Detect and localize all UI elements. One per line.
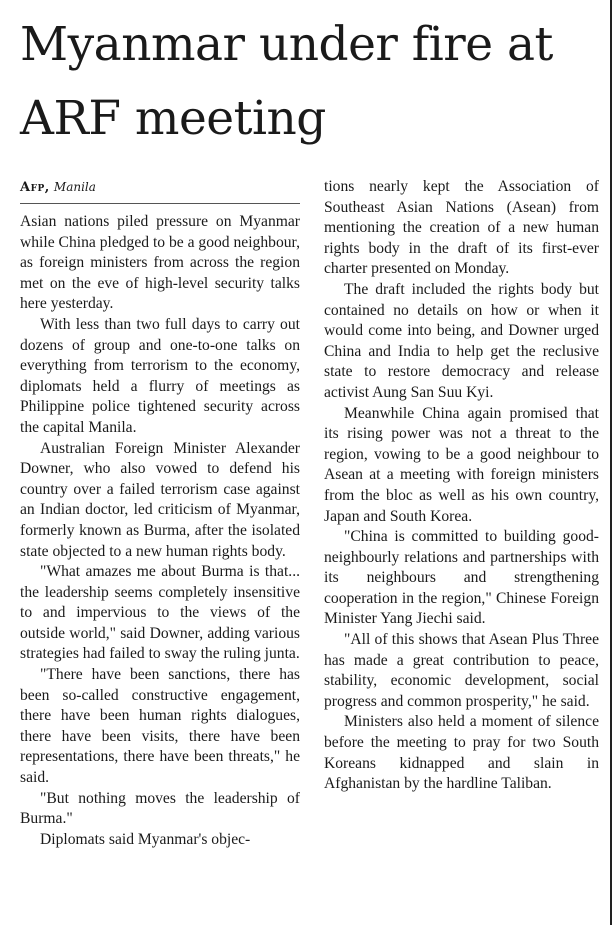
article-column-right (324, 177, 599, 795)
paragraph: "What amazes me about Burma is that... the leadership seems completely insensitive to and impervious to the views of the outside world," said Downer, adding various strategies had failed to sway the ruling junta. (20, 563, 300, 663)
paragraph: "All of this shows that Asean Plus Three has made a great contribution to peace, stability, economic development, social progress and common prosperity," he said. (324, 631, 599, 710)
paragraph: "There have been sanctions, there has been so-called constructive engagement, there have been human rights dialogues, there have been visits, there have been representations, there have been threats," he said. (20, 666, 300, 787)
paragraph: "But nothing moves the leadership of Burma." (20, 789, 300, 828)
headline: Myanmar under fire at ARF meeting (20, 17, 553, 146)
paragraph: Meanwhile China again promised that its rising power was not a threat to the region, vowing to be a good neighbour to Asean at a meeting with foreign ministers from the bloc as well as his own country, Japan and South Korea. (324, 404, 599, 525)
byline (20, 178, 300, 197)
byline-dateline: Manila (53, 180, 96, 194)
column-border (610, 0, 612, 925)
byline-divider (20, 203, 300, 204)
paragraph: Diplomats said Myanmar's objec- (40, 830, 251, 848)
paragraph: Ministers also held a moment of silence before the meeting to pray for two South Koreans kidnapped and slain in Afghanistan by the hardline Taliban. (324, 713, 599, 793)
paragraph: The draft included the rights body but contained no details on how or when it would come into being, and Downer urged China and India to help get the reclusive state to restore democracy and release activist Aung San Suu Kyi. (324, 280, 599, 401)
byline-agency: Afp, (20, 180, 50, 195)
paragraph: Australian Foreign Minister Alexander Downer, who also vowed to defend his country over a failed terrorism case against an Indian doctor, led criticism of Myanmar, formerly known as Burma, after the isolated state objected to a new human rights body. (20, 439, 300, 560)
paragraph: With less than two full days to carry out dozens of group and one-to-one talks on everything from terrorism to the economy, diplomats held a flurry of meetings as Philippine police tightened security across the capital Manila. (20, 315, 300, 436)
paragraph: "China is committed to building good-neighbourly relations and partnerships with its neighbours and strengthening cooperation in the region," Chinese Foreign Minister Yang Jiechi said. (324, 528, 599, 628)
paragraph: tions nearly kept the Association of Southeast Asian Nations (Asean) from mentioning the creation of a new human rights body in the draft of its first-ever charter presented on Monday. (324, 178, 599, 278)
article-column-left (20, 212, 300, 850)
paragraph: Asian nations piled pressure on Myanmar while China pledged to be a good neighbour, as foreign ministers from across the region met on the eve of high-level security talks here yesterday. (20, 213, 301, 313)
